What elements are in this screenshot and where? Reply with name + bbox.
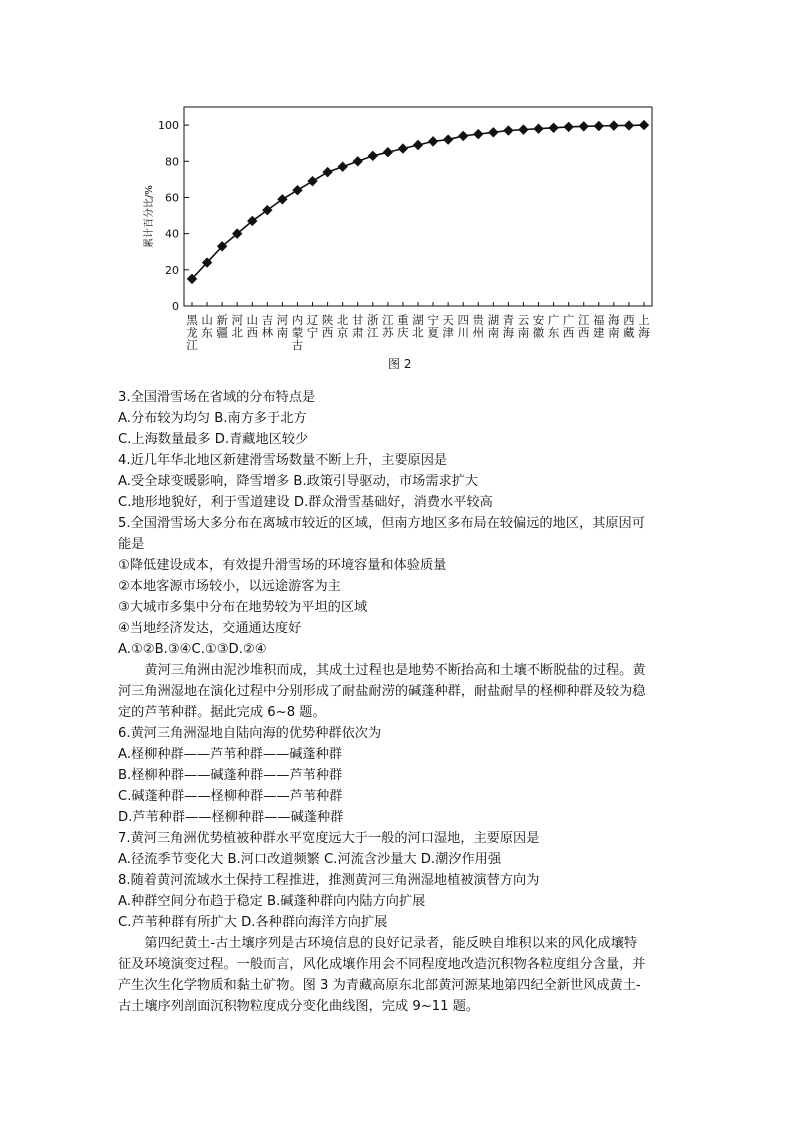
data-point [639,120,649,130]
data-point [307,176,317,186]
data-point [548,123,558,133]
y-tick-label: 40 [165,227,179,241]
x-tick-label: 辽宁 [306,313,319,340]
q8-options-1: A.种群空间分布趋于稳定 B.碱蓬种群向内陆方向扩展 [118,894,426,909]
q3-options-1: A.分布较为均匀 B.南方多于北方 [118,411,307,426]
data-point [518,124,528,134]
q3-options-2: C.上海数量最多 D.青藏地区较少 [118,432,309,447]
data-point [292,185,302,195]
y-tick-label: 80 [165,155,179,169]
x-tick-label: 山东 [201,313,213,340]
cumulative-percentage-chart [140,95,670,380]
data-point [383,147,393,157]
y-tick-label: 0 [172,300,179,313]
q5-item-1: ①降低建设成本，有效提升滑雪场的环境容量和体验质量 [118,558,447,573]
q8-options-2: C.芦苇种群有所扩大 D.各种群向海洋方向扩展 [118,915,388,930]
data-point [413,140,423,150]
data-point [337,162,347,172]
data-point [398,143,408,153]
q8-stem: 8.随着黄河流域水土保持工程推进，推测黄河三角洲湿地植被演替方向为 [118,873,540,888]
x-tick-label: 湖北 [412,313,424,340]
x-tick-label: 江西 [577,313,590,340]
x-tick-label: 宁夏 [427,313,439,340]
x-tick-label: 福建 [593,313,605,340]
q5-item-2: ②本地客源市场较小，以远途游客为主 [118,579,341,594]
data-point [458,131,468,141]
x-tick-label: 北京 [336,313,349,340]
data-point [322,167,332,177]
q5-stem-2: 能是 [118,537,145,552]
q5-options: A.①②B.③④C.①③D.②④ [118,642,267,657]
data-point [609,120,619,130]
q4-stem: 4.近几年华北地区新建滑雪场数量不断上升，主要原因是 [118,453,448,468]
x-tick-label: 上海 [638,313,650,340]
figure-caption: 图 2 [388,357,412,371]
data-point [277,194,287,204]
x-tick-label: 贵州 [472,313,485,340]
x-tick-label: 海南 [608,313,620,340]
q6-option-a: A.柽柳种群——芦苇种群——碱蓬种群 [118,747,342,762]
x-tick-label: 山西 [246,313,259,340]
passage-2-line-1: 黄河三角洲由泥沙堆积而成，其成土过程也是地势不断抬高和土壤不断脱盐的过程。黄 [144,663,646,678]
x-tick-label: 内蒙古 [291,313,304,352]
data-point [488,127,498,137]
q4-options-1: A.受全球变暖影响，降雪增多 B.政策引导驱动，市场需求扩大 [118,474,479,489]
x-tick-label: 河北 [231,313,243,340]
q6-option-c: C.碱蓬种群——柽柳种群——芦苇种群 [118,789,343,804]
q6-option-b: B.柽柳种群——碱蓬种群——芦苇种群 [118,768,343,783]
q4-options-2: C.地形地貌好，利于雪道建设 D.群众滑雪基础好，消费水平较高 [118,495,493,510]
passage-3-line-1: 第四纪黄土-古土壤序列是古环境信息的良好记录者，能反映自堆积以来的风化成壤特 [144,936,638,951]
q5-stem-1: 5.全国滑雪场大多分布在离城市较近的区域，但南方地区多布局在较偏远的地区，其原因可 [118,516,645,531]
data-point [353,156,363,166]
x-tick-label: 天津 [442,313,454,340]
q6-option-d: D.芦苇种群——柽柳种群——碱蓬种群 [118,810,344,825]
x-tick-label: 江苏 [382,313,394,340]
x-tick-label: 云南 [517,313,530,340]
x-tick-label: 安徽 [532,313,545,340]
x-tick-label: 四川 [457,313,469,340]
x-tick-label: 甘肃 [351,313,364,340]
x-tick-label: 黑龙江 [186,313,198,352]
data-point [579,121,589,131]
question-content [118,387,678,1017]
x-tick-label: 陕西 [321,313,334,340]
data-point [503,125,513,135]
data-point [368,151,378,161]
x-tick-label: 湖南 [487,313,500,340]
passage-3-line-4: 古土壤序列剖面沉积物粒度成分变化曲线图，完成 9~11 题。 [118,999,480,1014]
q7-stem: 7.黄河三角洲优势植被种群水平宽度远大于一般的河口湿地，主要原因是 [118,831,540,846]
data-point [473,129,483,139]
y-axis-label: 累计百分比/% [144,185,155,248]
q6-stem: 6.黄河三角洲湿地自陆向海的优势种群依次为 [118,726,382,741]
passage-3-line-2: 征及环境演变过程。一般而言，风化成壤作用会不同程度地改造沉积物各粒度组分含量，并 [118,957,646,972]
data-point [594,121,604,131]
passage-2-line-2: 河三角洲湿地在演化过程中分别形成了耐盐耐涝的碱蓬种群，耐盐耐旱的柽柳种群及较为稳 [118,684,646,699]
data-point [428,136,438,146]
plot-frame [184,107,652,306]
x-tick-label: 河南 [276,313,289,340]
q5-item-4: ④当地经济发达，交通通达度好 [118,621,302,636]
x-tick-label: 广西 [562,313,575,340]
data-point [624,120,634,130]
y-tick-label: 20 [165,263,179,277]
y-tick-label: 100 [158,119,179,133]
q7-options: A.径流季节变化大 B.河口改道频繁 C.河流含沙量大 D.潮汐作用强 [118,852,502,867]
data-point [533,124,543,134]
q5-item-3: ③大城市多集中分布在地势较为平坦的区域 [118,600,368,615]
x-tick-label: 西藏 [623,313,635,340]
y-tick-label: 60 [165,191,179,205]
passage-2-line-3: 定的芦苇种群。据此完成 6~8 题。 [118,705,326,720]
q3-stem: 3.全国滑雪场在省域的分布特点是 [118,390,316,405]
data-point [563,122,573,132]
passage-3-line-3: 产生次生化学物质和黏土矿物。图 3 为青藏高原东北部黄河源某地第四纪全新世风成黄土- [118,978,641,993]
x-tick-label: 浙江 [367,313,379,340]
x-tick-label: 广东 [547,313,560,340]
x-tick-label: 吉林 [261,313,274,340]
data-point [262,205,272,215]
x-tick-label: 新疆 [216,313,228,340]
x-tick-label: 重庆 [397,313,409,340]
data-point [443,134,453,144]
x-tick-label: 青海 [502,313,515,340]
